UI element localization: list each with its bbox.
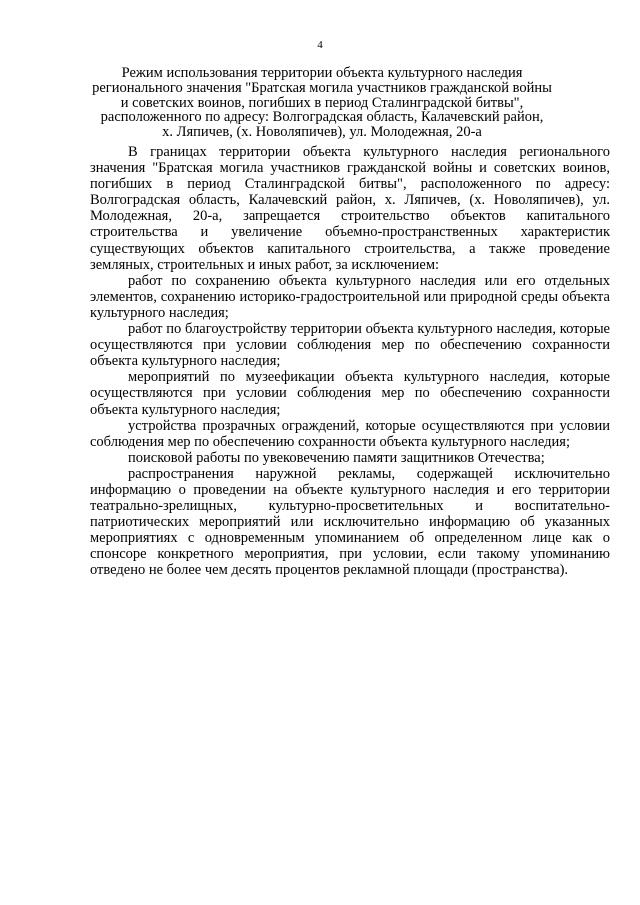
body-paragraph-item: мероприятий по музеефикации объекта культурного наследия, которые осуществляются при условии соблюдения мер по обеспечению сохранности объекта культурного наследия; (90, 369, 610, 418)
title-line: и советских воинов, погибших в период Сталинградской битвы", (120, 94, 524, 111)
body-paragraph-item: распространения наружной рекламы, содержащей исключительно информацию о проведении на объекте культурного наследия и его территории театрально-зрелищных, культурно-просветительных и воспитательно-патриотических мероприятий или исключительно информацию об указанных мероприятиях с одновременным упоминанием об определенном лице как о спонсоре конкретного мероприятия, при условии, если такому упоминанию отведено не более чем десять процентов рекламной площади (пространства). (90, 465, 610, 579)
page-number: 4 (317, 39, 323, 51)
body-paragraph-item: устройства прозрачных ограждений, которые осуществляются при условии соблюдения мер по обеспечению сохранности объекта культурного наследия; (90, 417, 610, 450)
title-line: Режим использования территории объекта культурного наследия (121, 65, 523, 81)
body-paragraph-item: работ по сохранению объекта культурного наследия или его отдельных элементов, сохранению историко-градостроительной или природной среды объекта культурного наследия; (90, 272, 610, 321)
body-paragraph-item: работ по благоустройству территории объекта культурного наследия, которые осуществляются при условии соблюдения мер по обеспечению сохранности объекта культурного наследия; (90, 321, 610, 370)
body-paragraph-item: поисковой работы по увековечению памяти защитников Отечества; (128, 449, 545, 466)
document-body (90, 144, 610, 579)
title-line: х. Ляпичев, (х. Новоляпичев), ул. Молодежная, 20-а (162, 124, 482, 141)
body-paragraph-intro: В границах территории объекта культурного наследия регионального значения "Братская могила участников гражданской войны и советских воинов, погибших в период Сталинградской битвы", расположенного по адресу: Волгоградская область, Калачевский район, х. Ляпичев, (х. Новоляпичев), ул. Молодежная, 20-а, запрещается строительство объектов капитального строительства и увеличение объемно-пространственных характеристик существующих объектов капитального строительства, а также проведение земляных, строительных и иных работ, за исключением: (90, 144, 610, 273)
title-line: регионального значения "Братская могила участников гражданской войны (92, 79, 552, 96)
document-title (92, 66, 552, 140)
title-line: расположенного по адресу: Волгоградская область, Калачевский район, (100, 109, 544, 126)
